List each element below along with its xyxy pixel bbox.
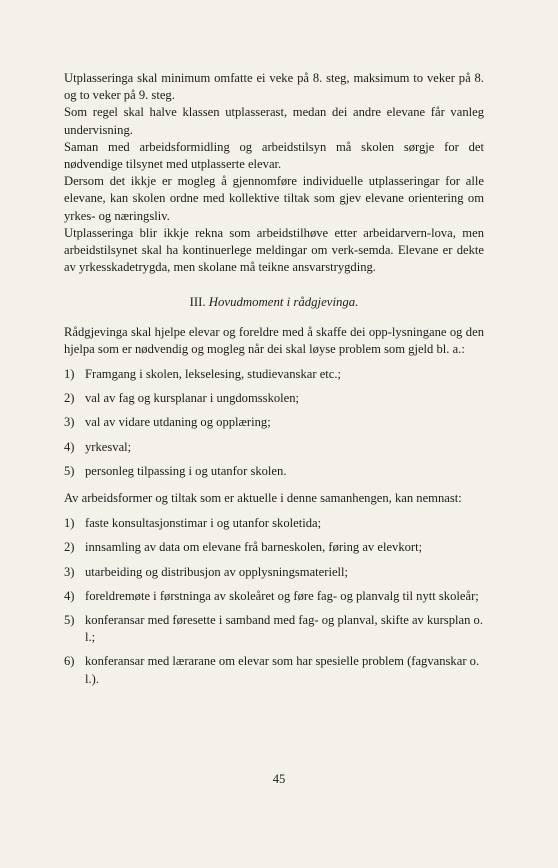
list-text: personleg tilpassing i og utanfor skolen. <box>85 463 287 478</box>
list-number: 2) <box>64 391 75 406</box>
list-item <box>64 612 484 646</box>
list-item <box>64 515 484 532</box>
list-number: 1) <box>64 516 75 531</box>
list-text: val av fag og kursplanar i ungdomsskolen; <box>85 391 300 406</box>
list-item <box>64 439 484 456</box>
list-text: faste konsultasjonstimar i og utanfor skoletida; <box>85 516 322 531</box>
paragraph: Av arbeidsformer og tiltak som er aktuelle i denne samanhengen, kan nemnast: <box>64 491 462 506</box>
list-item <box>64 463 484 480</box>
paragraph: Saman med arbeidsformidling og arbeidstilsyn må skolen sørgje for det nødvendige tilsynet med utplasserte elevar. <box>64 139 484 172</box>
list-number: 3) <box>64 415 75 430</box>
list-number: 4) <box>64 588 75 603</box>
list-number: 2) <box>64 540 75 555</box>
page-number: 45 <box>272 772 286 786</box>
list-text: Framgang i skolen, lekselesing, studievanskar etc.; <box>85 367 342 382</box>
list-item <box>64 414 484 431</box>
page-body <box>64 70 484 698</box>
list-number: 4) <box>64 439 75 454</box>
list-text: konferansar med lærarane om elevar som har spesielle problem (fagvanskar o. l.). <box>85 654 480 686</box>
list-text: konferansar med føresette i samband med fag- og planval, skifte av kursplan o. l.; <box>85 613 483 645</box>
list-topics <box>64 366 484 480</box>
list-item <box>64 390 484 407</box>
list-text: utarbeiding og distribusjon av opplysningsmateriell; <box>85 564 349 579</box>
list-number: 5) <box>64 613 75 628</box>
section-heading <box>64 294 484 311</box>
section-title: Hovudmoment i rådgjevinga. <box>208 295 359 310</box>
list-item <box>64 366 484 383</box>
list-number: 1) <box>64 367 75 382</box>
list-item <box>64 588 484 605</box>
list-item <box>64 653 484 687</box>
paragraph: Dersom det ikkje er mogleg å gjennomføre individuelle utplasseringar for alle elevane, kan skolen ordne med kollektive tiltak som gjev elevane orientering om yrkes- og næringsliv. <box>64 174 484 223</box>
list-text: yrkesval; <box>85 439 132 454</box>
paragraph: Rådgjevinga skal hjelpe elevar og foreldre med å skaffe dei opp-lysningane og den hjelpa som er nødvendig og mogleg når dei skal løyse problem som gjeld bl. a.: <box>64 324 484 356</box>
list-number: 6) <box>64 654 75 669</box>
list-item <box>64 564 484 581</box>
list-measures <box>64 515 484 688</box>
list-text: val av vidare utdaning og opplæring; <box>85 415 271 430</box>
section-number: III. <box>189 295 206 310</box>
paragraph: Utplasseringa blir ikkje rekna som arbeidstilhøve etter arbeidarvern-lova, men arbeidstilsynet skal ha kontinuerlege meldingar om verk-semda. Elevane er dekte av yrkesskadetrygda, men skolane må teikne ansvarstrygding. <box>64 225 484 275</box>
list-text: foreldremøte i førstninga av skoleåret og føre fag- og planvalg til nytt skoleår; <box>85 588 479 603</box>
list-item <box>64 539 484 556</box>
paragraph: Som regel skal halve klassen utplasserast, medan dei andre elevane får vanleg undervisning. <box>64 105 484 137</box>
list-number: 5) <box>64 463 75 478</box>
list-number: 3) <box>64 564 75 579</box>
paragraph: Utplasseringa skal minimum omfatte ei veke på 8. steg, maksimum to veker på 8. og to veker på 9. steg. <box>64 71 484 103</box>
list-text: innsamling av data om elevane frå barneskolen, føring av elevkort; <box>85 540 423 555</box>
